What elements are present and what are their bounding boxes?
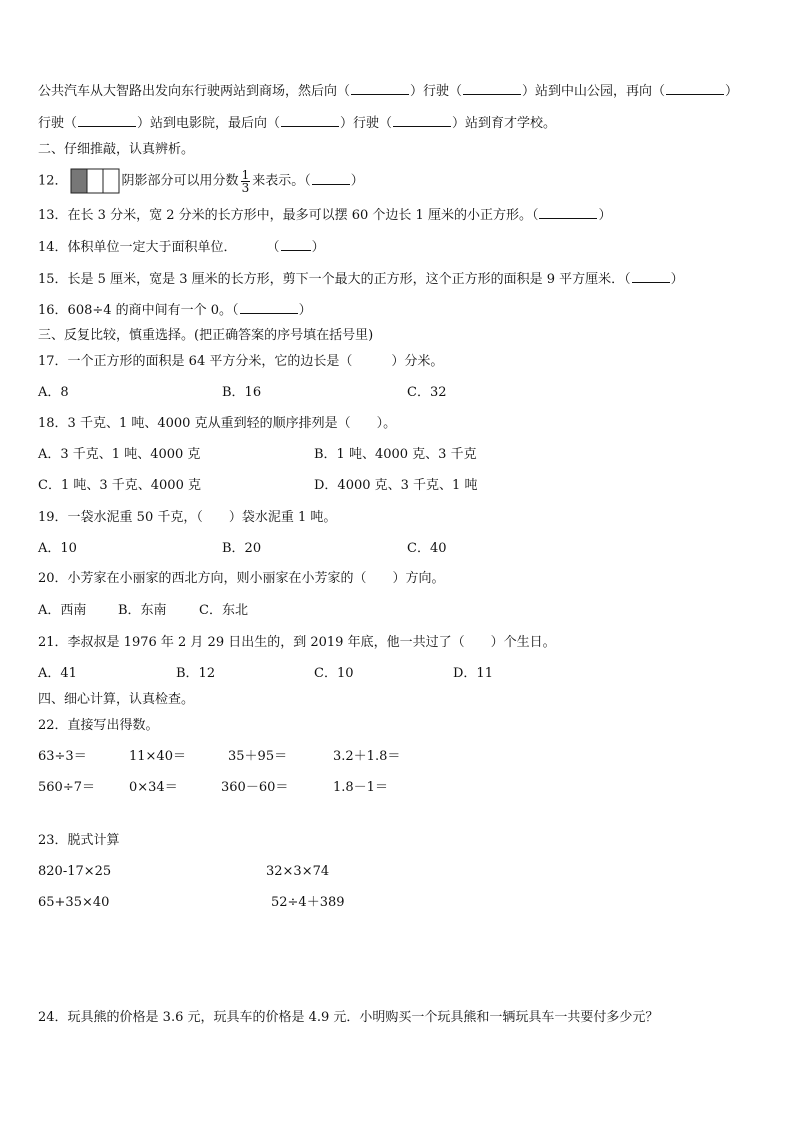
q22-stem: 22．直接写出得数。 [38,718,159,733]
q23-item: 52÷4＋389 [271,895,345,910]
answer-blank[interactable] [351,82,409,95]
q18-option-d[interactable]: D．4000 克、3 千克、1 吨 [314,478,478,493]
answer-blank[interactable] [666,82,724,95]
answer-blank[interactable] [240,301,298,314]
answer-blank[interactable] [393,114,451,127]
answer-blank[interactable] [281,238,311,251]
q22-item: 35＋95＝ [228,749,288,764]
q20-stem: 20．小芳家在小丽家的西北方向，则小丽家在小芳家的（ ）方向。 [38,571,445,586]
q22-item: 3.2＋1.8＝ [333,749,401,764]
q22-item: 560÷7＝ [38,780,95,795]
q21-option-a[interactable]: A．41 [38,666,77,681]
q17-option-c[interactable]: C．32 [407,385,447,400]
q20-option-c[interactable]: C．东北 [199,603,248,618]
shaded-rectangle-figure [70,168,120,194]
q13: 13．在长 3 分米，宽 2 分米的长方形中，最多可以摆 60 个边长 1 厘米的小正方形。（ ） [38,208,612,223]
q22-item: 0×34＝ [129,780,178,795]
q21-option-b[interactable]: B．12 [176,666,216,681]
q22-item: 1.8－1＝ [333,780,388,795]
q16: 16．608÷4 的商中间有一个 0。（ ） [38,303,312,318]
q18-option-b[interactable]: B．1 吨、4000 克、3 千克 [314,447,477,462]
q23-item: 820-17×25 [38,864,112,879]
q18-stem: 18．3 千克、1 吨、4000 克从重到轻的顺序排列是（ ）。 [38,416,397,431]
q12: 12． 阴影部分可以用分数 $\frac{1}{3}$ 来表示。（ ） [38,167,364,195]
answer-blank[interactable] [632,270,670,283]
answer-blank[interactable] [78,114,136,127]
q21-option-d[interactable]: D．11 [453,666,493,681]
q20-option-a[interactable]: A．西南 [38,603,87,618]
q21-option-c[interactable]: C．10 [314,666,354,681]
q23-item: 65+35×40 [38,895,110,910]
q18-option-c[interactable]: C．1 吨、3 千克、4000 克 [38,478,201,493]
section-3-heading: 三、反复比较，慎重选择。(把正确答案的序号填在括号里) [38,328,374,343]
q14: 14．体积单位一定大于面积单位． （ ） [38,240,325,255]
q22-item: 360－60＝ [221,780,289,795]
answer-blank[interactable] [312,172,350,185]
section-2-heading: 二、仔细推敲，认真辨析。 [38,142,195,157]
q18-option-a[interactable]: A．3 千克、1 吨、4000 克 [38,447,201,462]
q22-item: 11×40＝ [129,749,186,764]
q23-stem: 23．脱式计算 [38,833,120,848]
q11-line2: 行驶（ ）站到电影院，最后向（ ）行驶（ ）站到育才学校。 [38,116,557,131]
q19-option-c[interactable]: C．40 [407,541,447,556]
q17-option-b[interactable]: B．16 [222,385,262,400]
q19-stem: 19．一袋水泥重 50 千克，（ ）袋水泥重 1 吨。 [38,510,337,525]
fraction: $\frac{1}{3}$ [241,167,250,195]
q15: 15．长是 5 厘米，宽是 3 厘米的长方形，剪下一个最大的正方形，这个正方形的面积是 9 平方厘米．（ ） [38,272,684,287]
q22-item: 63÷3＝ [38,749,87,764]
answer-blank[interactable] [281,114,339,127]
q11-line1: 公共汽车从大智路出发向东行驶两站到商场，然后向（ ）行驶（ ）站到中山公园，再向（ ） [38,84,739,99]
q23-item: 32×3×74 [266,864,330,879]
answer-blank[interactable] [463,82,521,95]
section-4-heading: 四、细心计算，认真检查。 [38,692,195,707]
q17-option-a[interactable]: A．8 [38,385,69,400]
answer-blank[interactable] [539,206,597,219]
q20-option-b[interactable]: B．东南 [118,603,167,618]
q24: 24．玩具熊的价格是 3.6 元，玩具车的价格是 4.9 元．小明购买一个玩具熊和一辆玩具车一共要付多少元？ [38,1010,659,1025]
q19-option-a[interactable]: A．10 [38,541,77,556]
q21-stem: 21．李叔叔是 1976 年 2 月 29 日出生的，到 2019 年底，他一共过了（ ）个生日。 [38,635,556,650]
q19-option-b[interactable]: B．20 [222,541,262,556]
q17-stem: 17．一个正方形的面积是 64 平方分米，它的边长是（ ）分米。 [38,354,444,369]
